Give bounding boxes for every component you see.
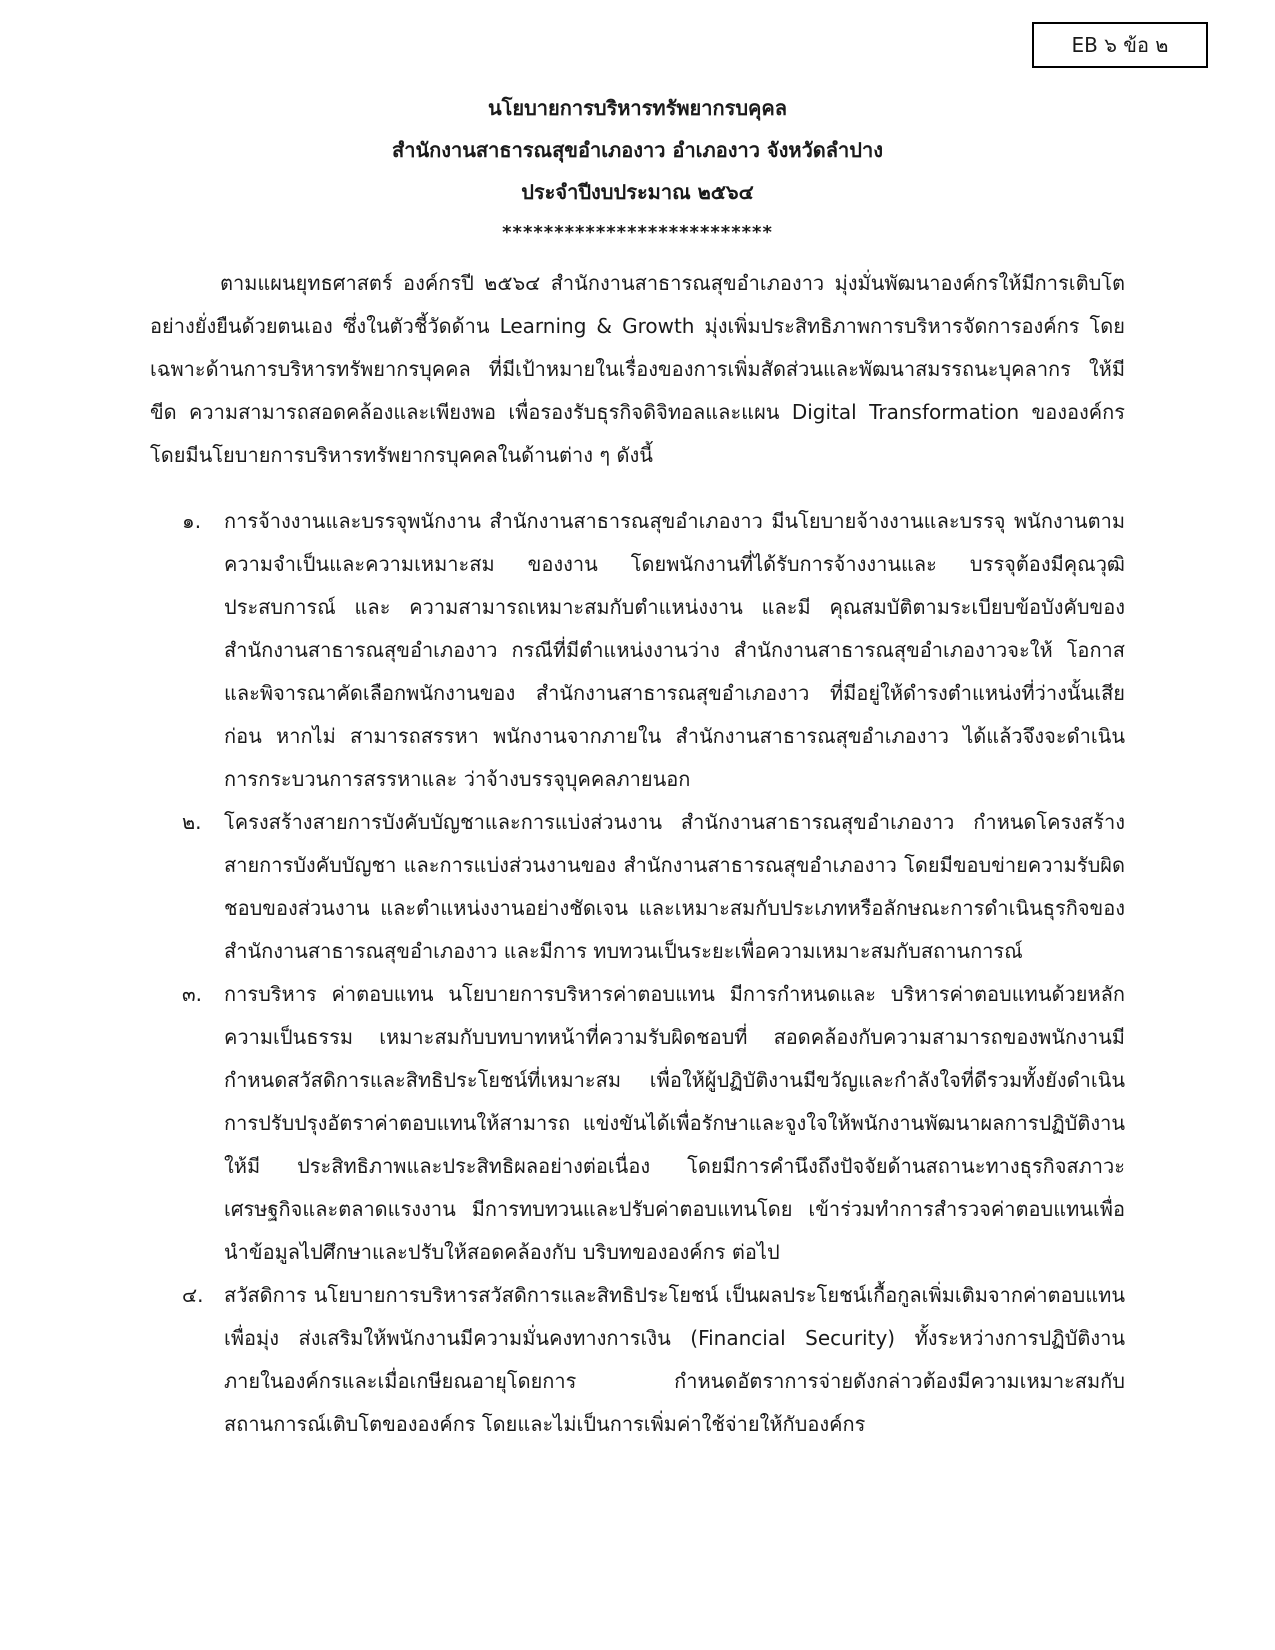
heading-organization: สำนักงานสาธารณสุขอำเภองาว อำเภองาว จังหวัดลำปาง xyxy=(392,138,883,162)
list-item-number: ๑. xyxy=(182,509,202,533)
list-item-number: ๒. xyxy=(182,810,202,834)
list-item xyxy=(150,973,1125,1274)
list-item-number: ๔. xyxy=(182,1283,204,1307)
list-item-number: ๓. xyxy=(182,982,203,1006)
reference-code: EB ๖ ข้อ ๒ xyxy=(1071,33,1169,57)
heading-fiscal-year: ประจำปีงบประมาณ ๒๕๖๔ xyxy=(521,180,754,204)
list-item-text: สวัสดิการ นโยบายการบริหารสวัสดิการและสิทธิประโยชน์ เป็นผลประโยชน์เกื้อกูลเพิ่มเติมจากค่าตอบแทน เพื่อมุ่ง ส่งเสริมให้พนักงานมีความมั่นคงทางการเงิน (Financial Security) ทั้งระหว่างการปฏิบัติงานภายในองค์กรและเมื่อเกษียณอายุโดยการ กำหนดอัตราการจ่ายดังกล่าวต้องมีความเหมาะสมกับสถานการณ์เติบโตขององค์กร โดยและไม่เป็นการเพิ่มค่าใช้จ่ายให้กับองค์กร xyxy=(224,1283,1125,1436)
list-item xyxy=(150,801,1125,973)
list-item xyxy=(150,500,1125,801)
heading-title: นโยบายการบริหารทรัพยากรบคุคล xyxy=(487,96,788,120)
document-reference-box xyxy=(1032,22,1208,68)
list-item xyxy=(150,1274,1125,1446)
intro-paragraph: ตามแผนยุทธศาสตร์ องค์กรปี ๒๕๖๔ สำนักงานสาธารณสุขอำเภองาว มุ่งมั่นพัฒนาองค์กรให้มีการเติบโตอย่างยั่งยืนด้วยตนเอง ซึ่งในตัวชี้วัดด้าน Learning & Growth มุ่งเพิ่มประสิทธิภาพการบริหารจัดการองค์กร โดยเฉพาะด้านการบริหารทรัพยากรบุคคล ที่มีเป้าหมายในเรื่องของการเพิ่มสัดส่วนและพัฒนาสมรรถนะบุคลากร ให้มีขีด ความสามารถสอดคล้องและเพียงพอ เพื่อรองรับธุรกิจดิจิทอลและแผน Digital Transformation ขององค์กร โดยมีนโยบายการบริหารทรัพยากรบุคคลในด้านต่าง ๆ ดังนี้ xyxy=(150,271,1125,467)
list-item-text: การจ้างงานและบรรจุพนักงาน สำนักงานสาธารณสุขอำเภองาว มีนโยบายจ้างงานและบรรจุ พนักงานตามความจำเป็นและความเหมาะสม ของงาน โดยพนักงานที่ได้รับการจ้างงานและ บรรจุต้องมีคุณวุฒิประสบการณ์ และ ความสามารถเหมาะสมกับตำแหน่งงาน และมี คุณสมบัติตามระเบียบข้อบังคับของ สำนักงานสาธารณสุขอำเภองาว กรณีที่มีตำแหน่งงานว่าง สำนักงานสาธารณสุขอำเภองาวจะให้ โอกาส และพิจารณาคัดเลือกพนักงานของ สำนักงานสาธารณสุขอำเภองาว ที่มีอยู่ให้ดำรงตำแหน่งที่ว่างนั้นเสียก่อน หากไม่ สามารถสรรหา พนักงานจากภายใน สำนักงานสาธารณสุขอำเภองาว ได้แล้วจึงจะดำเนินการกระบวนการสรรหาและ ว่าจ้างบรรจุบุคคลภายนอก xyxy=(224,509,1125,791)
heading-separator: ************************** xyxy=(502,222,773,243)
policy-list xyxy=(150,500,1125,1446)
list-item-text: การบริหาร ค่าตอบแทน นโยบายการบริหารค่าตอบแทน มีการกำหนดและ บริหารค่าตอบแทนด้วยหลักความเป็นธรรม เหมาะสมกับบทบาทหน้าที่ความรับผิดชอบที่ สอดคล้องกับความสามารถของพนักงานมีกำหนดสวัสดิการและสิทธิประโยชน์ที่เหมาะสม เพื่อให้ผู้ปฏิบัติงานมีขวัญและกำลังใจที่ดีรวมทั้งยังดำเนินการปรับปรุงอัตราค่าตอบแทนให้สามารถ แข่งขันได้เพื่อรักษาและจูงใจให้พนักงานพัฒนาผลการปฏิบัติงานให้มี ประสิทธิภาพและประสิทธิผลอย่างต่อเนื่อง โดยมีการคำนึงถึงปัจจัยด้านสถานะทางธุรกิจสภาวะเศรษฐกิจและตลาดแรงงาน มีการทบทวนและปรับค่าตอบแทนโดย เข้าร่วมทำการสำรวจค่าตอบแทนเพื่อนำข้อมูลไปศึกษาและปรับให้สอดคล้องกับ บริบทขององค์กร ต่อไป xyxy=(224,982,1125,1264)
list-item-text: โครงสร้างสายการบังคับบัญชาและการแบ่งส่วนงาน สำนักงานสาธารณสุขอำเภองาว กำหนดโครงสร้างสายการบังคับบัญชา และการแบ่งส่วนงานของ สำนักงานสาธารณสุขอำเภองาว โดยมีขอบข่ายความรับผิดชอบของส่วนงาน และตำแหน่งงานอย่างชัดเจน และเหมาะสมกับประเภทหรือลักษณะการดำเนินธุรกิจของ สำนักงานสาธารณสุขอำเภองาว และมีการ ทบทวนเป็นระยะเพื่อความเหมาะสมกับสถานการณ์ xyxy=(224,810,1125,963)
